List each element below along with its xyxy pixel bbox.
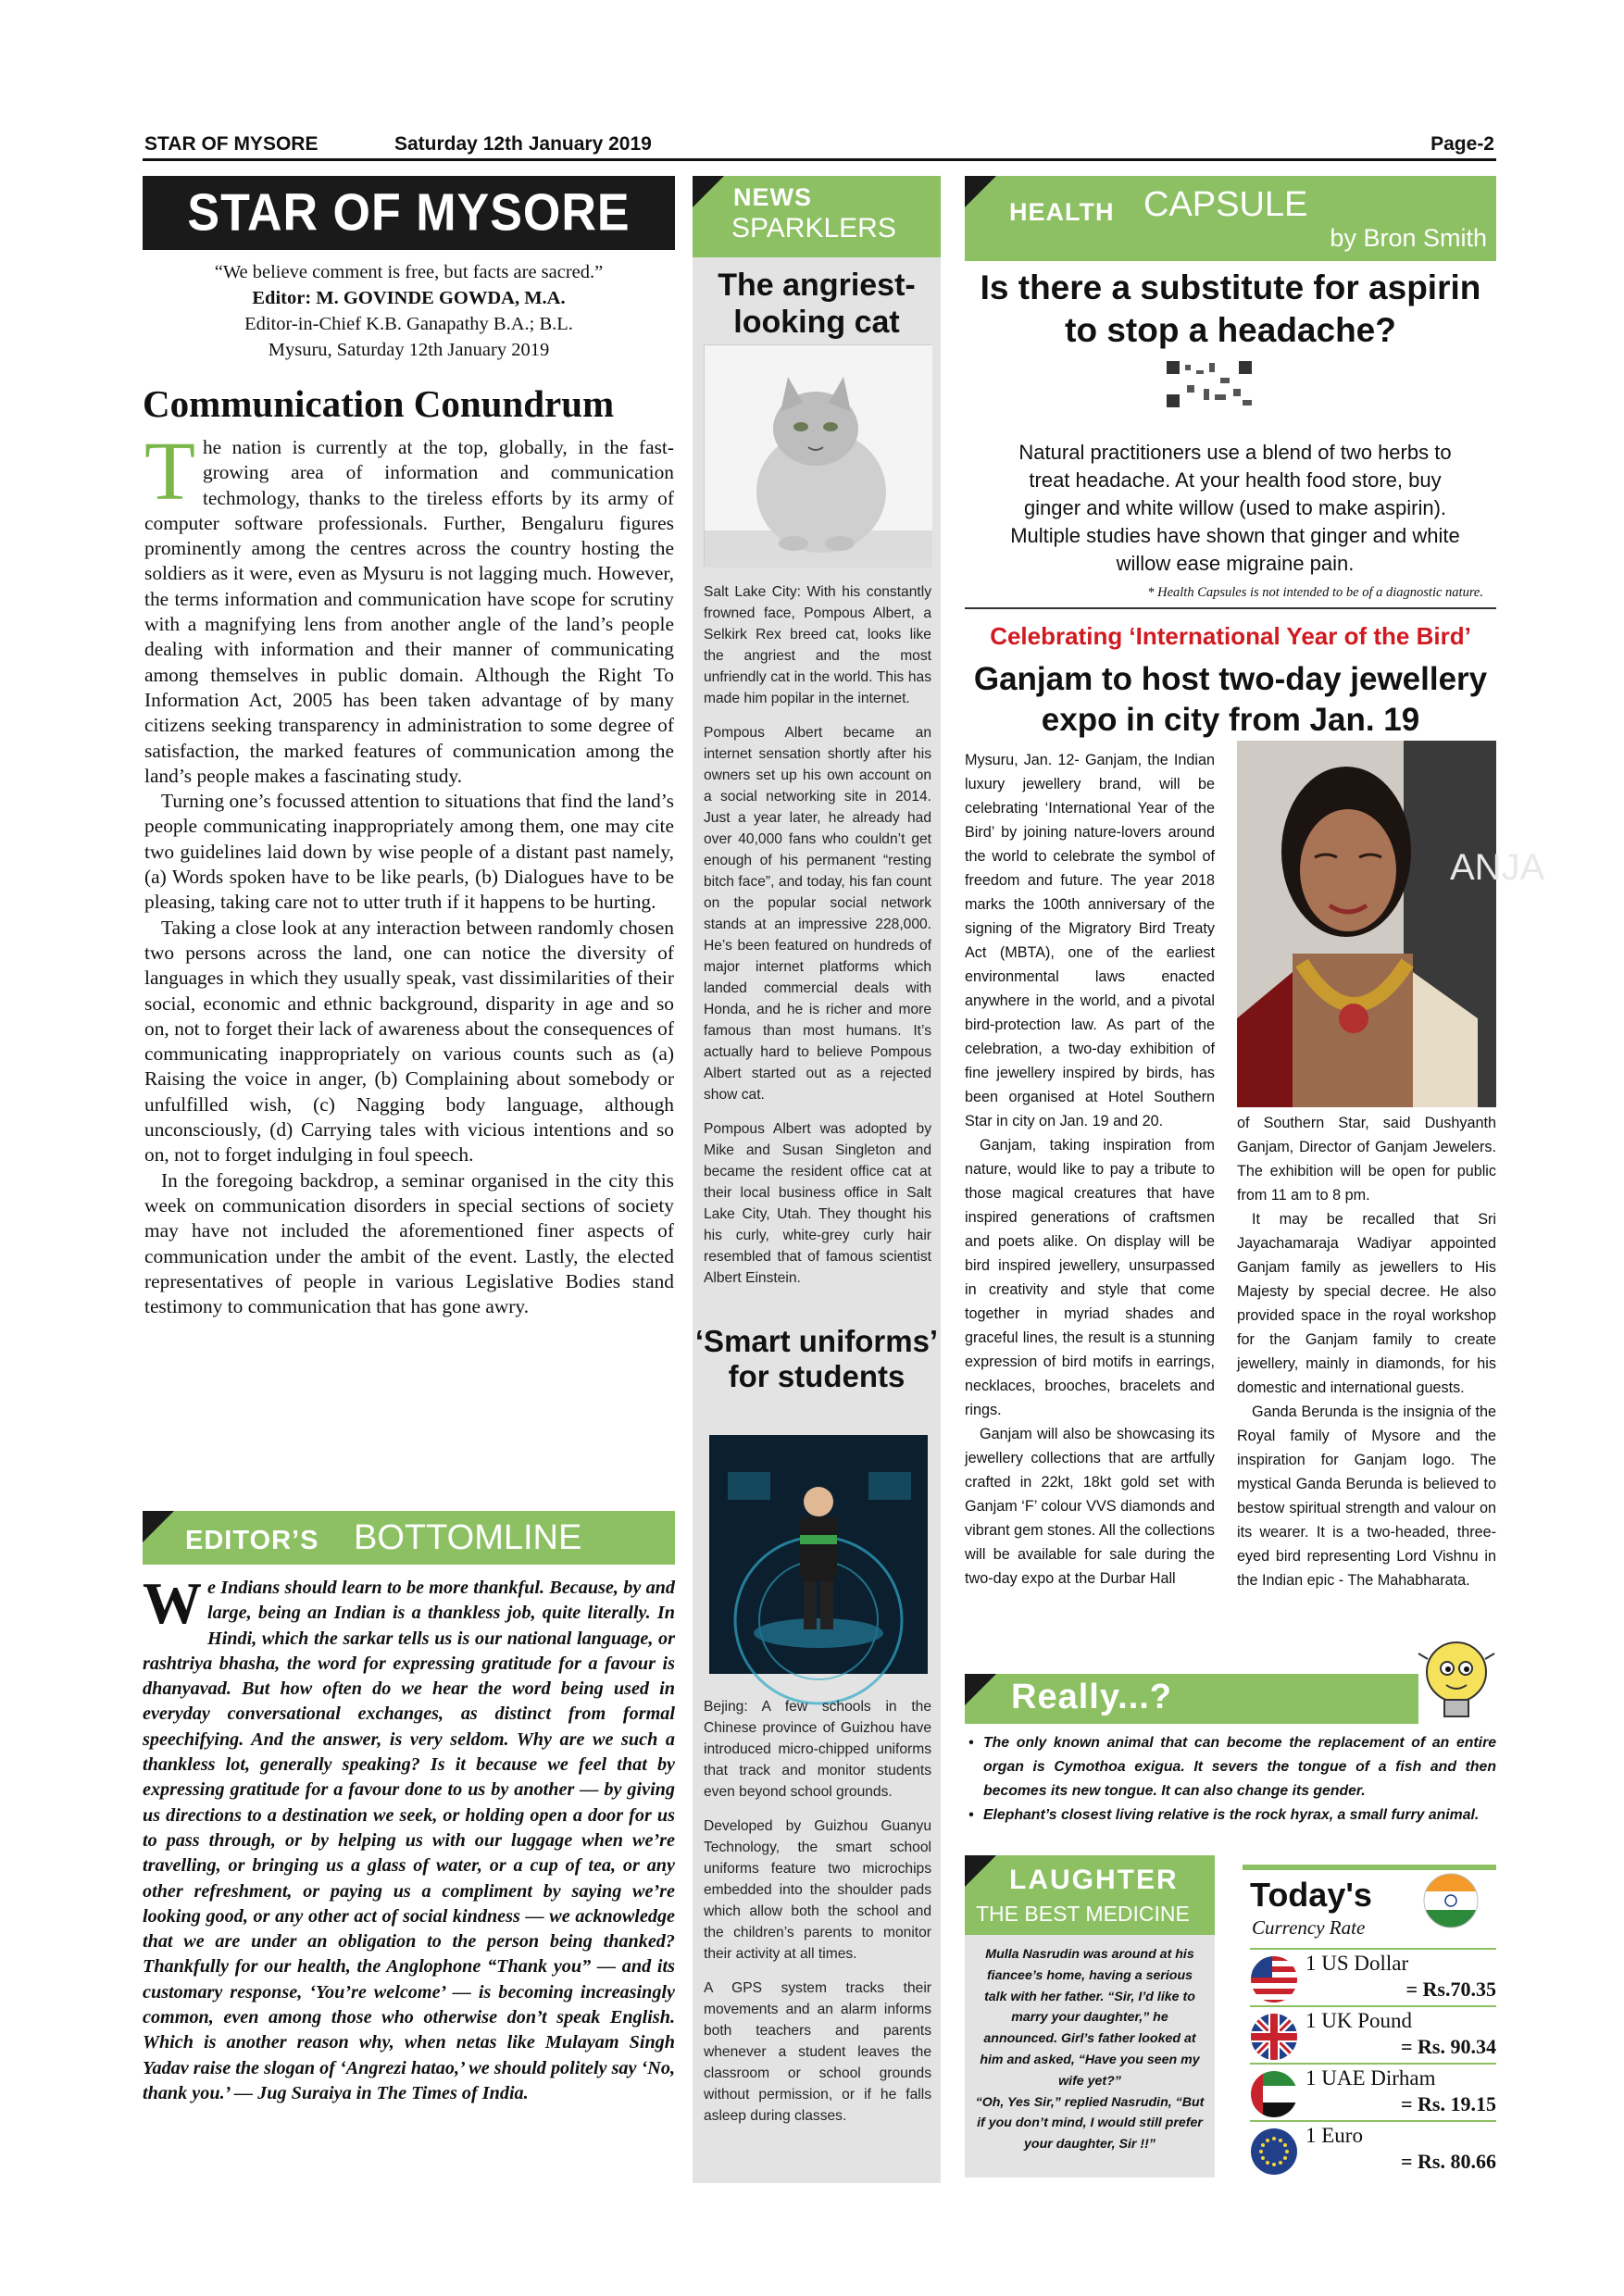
bird-paragraph: Ganjam, taking inspiration from nature, would like to pay a tribute to those magical creatures that have inspired generations of craftsmen and poets alike. On display will be bird inspired jewellery, unsurpassed in creativity and style that come together in myriad shades and graceful lines, the result is a stunning expression of bird motifs in earrings, necklaces, brooches, bracelets and rings. — [965, 1137, 1215, 1418]
laughter-header — [965, 1855, 1215, 1935]
masthead-logo — [143, 176, 675, 250]
currency-subtitle: Currency Rate — [1252, 1916, 1366, 1939]
uniform-paragraph: Developed by Guizhou Guanyu Technology, the smart school uniforms feature two microchips embedded into the shoulder pads which allow both the school and the children’s parents to monitor their activity at all times. — [704, 1818, 931, 1962]
editor-line: Editor: M. GOVINDE GOWDA, M.A. — [252, 288, 566, 308]
currency-name: 1 UK Pound — [1305, 2009, 1413, 2032]
uae-flag-icon — [1250, 2070, 1298, 2118]
uniform-story-body — [704, 1696, 931, 2140]
bird-paragraph: of Southern Star, said Dushyanth Ganjam, Director of Ganjam Jewelers. The exhibition will be open for public from 11 am to 8 pm. — [1237, 1115, 1496, 1204]
currency-rate: = Rs. 80.66 — [1401, 2150, 1496, 2173]
india-flag-icon — [1422, 1872, 1480, 1929]
bird-paragraph: Ganjam will also be showcasing its jewellery collections that are artfully crafted in 22kt, 18kt gold set with Ganjam ‘F’ colour VVS diamonds and vibrant gem stones. All the collections will be available for sale during the two-day expo at the Durbar Hall — [965, 1426, 1215, 1587]
uniform-photo — [709, 1435, 928, 1674]
usa-flag-icon — [1250, 1955, 1298, 2003]
editorial-paragraph — [144, 426, 674, 789]
bird-story-title: Ganjam to host two-day jewellery expo in city from Jan. 19 — [973, 661, 1488, 738]
cat-paragraph: Pompous Albert was adopted by Mike and Susan Singleton and became the resident office cat at their local business office in Salt Lake City, Utah. They thought his his curly, white-grey curly hair resembled that of famous scientist Albert Einstein. — [704, 1121, 931, 1286]
bird-story-column-1 — [965, 748, 1215, 1591]
model-illustration — [1237, 741, 1545, 1107]
editorial-paragraph: Taking a close look at any interaction between randomly chosen two persons across the land, one can notice the diversity of languages in which they usually speak, vast dissimilarities of their social, economic and ethnic background, disparity in age and so on, not to forget their lack of awareness about the consequences of communicating inappropriately on various counts such as (a) Raising the voice in anger, (b) Complaining about somebody or unfulfilled wish, (c) Nagging body language, although unconsciously, (d) Carrying tales with vicious intentions and so on, not to forget indulging in foul speech. — [144, 916, 674, 1167]
uniform-story-title: ‘Smart uniforms’ for students — [694, 1324, 939, 1393]
bird-story-kicker: Celebrating ‘International Year of the Bird’ — [990, 622, 1471, 650]
news-label-b: SPARKLERS — [731, 213, 896, 243]
corner-triangle — [965, 1855, 996, 1887]
cat-paragraph: Pompous Albert became an internet sensation shortly after his owners set up his own account on a social networking site in 2014. Just a year later, he already had over 40,000 fans who couldn’t get enough of his permanent “resting bitch face”, and today, his fan count on the popular social network stands at an impressive 228,000. He’s been featured on hundreds of major internet platforms which landed commercial deals with Honda, and he is richer and more famous than most humans. It’s actually hard to believe Pompous Albert started out as a rejected show cat. — [704, 725, 931, 1103]
currency-name: 1 US Dollar — [1305, 1952, 1409, 1975]
really-facts — [965, 1731, 1496, 1828]
currency-rate: = Rs. 90.34 — [1401, 2035, 1496, 2058]
laughter-joke — [974, 1944, 1206, 2155]
uniform-paragraph: A GPS system tracks their movements and an alarm informs both teachers and parents whenever a student leaves the classroom or school grounds without permission, or if he falls asleep during classes. — [704, 1980, 931, 2124]
health-byline: by Bron Smith — [1330, 224, 1487, 252]
editorial-text: he nation is currently at the top, globally, in the fast-growing area of information and communication techmology, thanks to the tireless efforts by its army of computer software professionals. Further, Bengaluru figures prominently among the centres across the country hosting the soldiers as it were, even as Mysuru is not lagging much. However, the terms information and communication have scope for scrutiny with a magnifying lens from another angle of the land’s people dealing with information and their manner of communicating among themselves in public domain. Although the Right To Information Act, 2005 has been taken advantage of by many citizens seeking transparency in administration to some degree of satisfaction, the marked features of communication among the land’s people makes a fascinating study. — [144, 436, 674, 787]
editor-in-chief-line: Editor-in-Chief K.B. Ganapathy B.A.; B.L. — [244, 314, 573, 334]
cat-story-title: The angriest-looking cat — [718, 268, 916, 340]
photo-sign-text: ANJA — [1450, 847, 1545, 888]
currency-row-eur — [1250, 2120, 1496, 2177]
really-header — [965, 1674, 1418, 1724]
currency-title: Today's — [1250, 1876, 1372, 1914]
corner-triangle — [965, 1674, 996, 1705]
uk-flag-icon — [1250, 2013, 1298, 2061]
laughter-label-b: THE BEST MEDICINE — [976, 1902, 1190, 1926]
list-item: • Elephant’s closest living relative is the rock hyrax, a small furry animal. — [965, 1803, 1496, 1828]
bird-paragraph: Ganda Berunda is the insignia of the Royal family of Mysore and the inspiration for Ganjam logo. The mystical Ganda Berunda is believed to bestow spiritual strength and valour on its wearer. It is a two-headed, three-eyed bird representing Lord Vishnu in the Indian epic - The Mahabharata. — [1237, 1404, 1496, 1589]
uniform-paragraph: Bejing: A few schools in the Chinese province of Guizhou have introduced micro-chipped uniforms that track and monitor students even beyond school grounds. — [704, 1699, 931, 1800]
health-label-b: CAPSULE — [1143, 185, 1308, 224]
currency-row-usd — [1250, 1948, 1496, 2005]
credo: “We believe comment is free, but facts are sacred.” — [214, 262, 604, 282]
currency-rate: = Rs.70.35 — [1405, 1978, 1496, 2001]
masthead-credits — [143, 259, 675, 363]
corner-triangle — [143, 1511, 174, 1542]
currency-row-aed — [1250, 2063, 1496, 2120]
news-sparklers-header — [693, 176, 941, 257]
corner-triangle — [965, 176, 996, 207]
really-label: Really...? — [1011, 1678, 1173, 1716]
lightbulb-icon — [1417, 1635, 1496, 1733]
bottomline-header — [143, 1511, 675, 1565]
bottomline-text: e Indians should learn to be more thankful. Because, by and large, being an Indian is a thankless job, quite literally. In Hindi, which the sarkar tells us is our national language, or rashtriya bhasha, the word for expressing gratitude for a favour is dhanyavad. But how often do we hear the word being used in everyday conversational exchanges, as distinct from formal speechifying. And the answer, is very seldom. Why are we such a thankless lot, generally speaking? Is it because we feel that by expressing gratitude for a favour done to us by another — by giving us directions to a destination we seek, or holding open a door for us to pass through, or by helping us with our luggage when we’re travelling, or bringing us a glass of water, or a cup of tea, or any other refreshment, or paying us a compliment by saying we’re looking good, or any other act of social kindness — we acknowledge that we are under an obligation to the person being thanked? Thankfully for our health, the Anglophone “Thank you” — and its customary response, ‘You’re welcome’ — is becoming increasingly common, even among those who otherwise don’t speak English. Which is another reason why, when netas like Mulayam Singh Yadav raise the slogan of ‘Angrezi hatao,’ we should politely say ‘No, thank you.’ — Jug Suraiya in The Times of India. — [143, 1578, 675, 2103]
currency-name: 1 Euro — [1305, 2124, 1363, 2147]
bottomline-body — [143, 1570, 675, 2106]
laughter-label-a: LAUGHTER — [1009, 1865, 1179, 1895]
dateline: Mysuru, Saturday 12th January 2019 — [268, 340, 550, 360]
corner-triangle — [693, 176, 724, 207]
health-label-a: HEALTH — [1009, 198, 1115, 226]
news-label-a: NEWS — [733, 183, 812, 211]
list-item: • The only known animal that can become the replacement of an entire organ is Cymothoa exigua. It severs the tongue of a fish and then becomes its new tongue. It can also change its gender. — [965, 1731, 1496, 1803]
masthead-logo-text: STAR OF MYSORE — [187, 183, 631, 243]
editorial-dropcap: T — [144, 426, 195, 518]
health-disclaimer: * Health Capsules is not intended to be of a diagnostic nature. — [1147, 585, 1483, 600]
eu-flag-icon — [1250, 2128, 1298, 2176]
bird-paragraph: It may be recalled that Sri Jayachamaraja Wadiyar appointed Ganjam family as jewellers to His Majesty by special decree. He also provided space in the royal workshop for the Ganjam family to create jewellery, mainly in diamonds, for his domestic and international guests. — [1237, 1211, 1496, 1396]
bottomline-label-b: BOTTOMLINE — [354, 1518, 582, 1557]
editorial-paragraph: In the foregoing backdrop, a seminar organised in the city this week on communication disorders in special sections of society may have not included the aforementioned finer aspects of communication under the ambit of the event. Lastly, the elected representatives of people in various Legislative Bodies stand testimony to communication that has gone awry. — [144, 1168, 674, 1318]
bottomline-dropcap: W — [143, 1570, 202, 1636]
bird-paragraph: Mysuru, Jan. 12- Ganjam, the Indian luxury jewellery brand, will be celebrating ‘International Year of the Bird’ by joining nature-lovers around the world to celebrate the symbol of freedom and future. The year 2018 marks the 100th anniversary of the signing of the Migratory Bird Treaty Act (MBTA), one of the earliest environmental laws enacted anywhere in the world, and a pivotal bird-protection law. As part of the celebration, a two-day exhibition of fine jewellery inspired by birds, has been organised at Hotel Southern Star in city on Jan. 19 and 20. — [965, 752, 1215, 1129]
divider — [965, 607, 1496, 609]
cat-illustration — [705, 345, 932, 568]
editorial-paragraph: Turning one’s focussed attention to situations that find the land’s people communicating inappropriately among them, one may cite two guidelines laid down by wise people of a distant past namely, (a) Words spoken have to be like pearls, (b) Dialogues have to be pleasing, taking care not to utter truth if it happens to be hurting. — [144, 790, 674, 914]
editorial-body — [144, 426, 674, 1319]
health-question: Is there a substitute for aspirin to stop a headache? — [980, 268, 1481, 349]
editorial-title: Communication Conundrum — [143, 382, 615, 425]
currency-name: 1 UAE Dirham — [1305, 2066, 1436, 2090]
cat-paragraph: Salt Lake City: With his constantly frowned face, Pompous Albert, a Selkirk Rex breed cat, looks like the angriest and the most unfriendly cat in the world. This has made him popilar in the internet. — [704, 584, 931, 706]
uniform-illustration — [709, 1435, 928, 1674]
qr-code-icon — [1154, 357, 1265, 413]
header-page-number: Page-2 — [1430, 133, 1494, 155]
header-paper-name: STAR OF MYSORE — [144, 133, 319, 155]
bottomline-label-a: EDITOR’S — [185, 1526, 319, 1555]
cat-photo — [704, 344, 931, 567]
currency-rate: = Rs. 19.15 — [1401, 2092, 1496, 2115]
health-body: Natural practitioners use a blend of two herbs to treat headache. At your health food store, buy ginger and white willow (used to make aspirin). Multiple studies have shown that ginger and white willow ease migraine pain. — [1010, 441, 1460, 575]
model-photo — [1237, 741, 1545, 1107]
page-header — [143, 133, 1496, 161]
header-date: Saturday 12th January 2019 — [394, 133, 652, 155]
cat-story-body — [704, 581, 931, 1302]
joke-part-2: “Oh, Yes Sir,” replied Nasrudin, “But if you don’t mind, I would still prefer your daughter, Sir !!” — [975, 2094, 1205, 2152]
health-capsule-header — [965, 176, 1496, 261]
currency-row-gbp — [1250, 2005, 1496, 2063]
joke-part-1: Mulla Nasrudin was around at his fiancee’s home, having a serious talk with her father. “Sir, I’d like to marry your daughter,” he announced. Girl’s father looked at him and asked, “Have you seen my wife yet?” — [980, 1947, 1200, 2089]
bird-story-column-2 — [1237, 1111, 1496, 1592]
